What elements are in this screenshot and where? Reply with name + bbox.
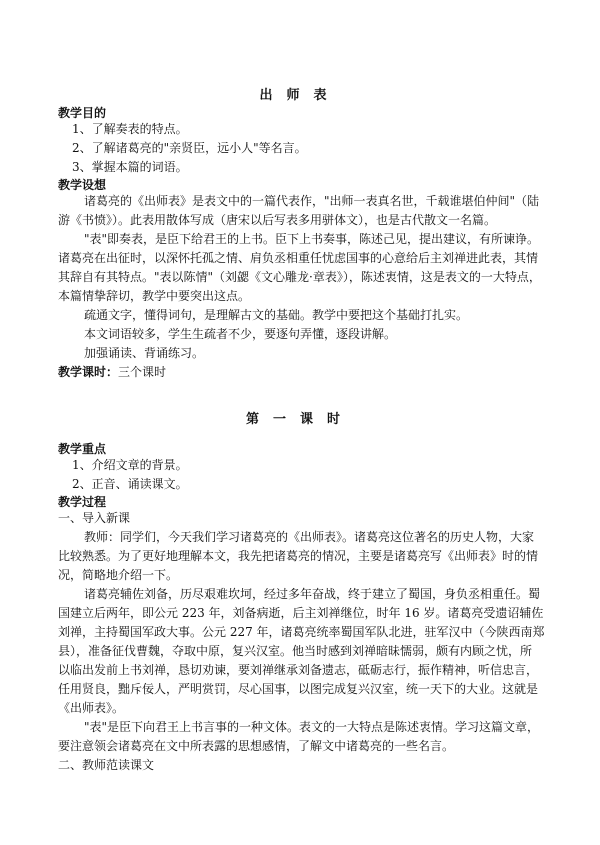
process-line: 县），准备征伐曹魏，夺取中原，复兴汉室。他当时感到刘禅暗昧懦弱，颇有内顾之忧，所 [58,644,533,658]
process-line: 教师：同学们，今天我们学习诸葛亮的《出师表》。诸葛亮这位著名的历史人物，大家 [84,530,535,544]
process-line: 任用贤良，黜斥佞人，严明赏罚，尽心国事，以图完成复兴汉室，统一天下的大业。这就是 [58,682,539,696]
teaching-hours [58,364,166,380]
process-line: 比较熟悉。为了更好地理解本文，我先把诸葛亮的情况，主要是诸葛亮写《出师表》时的情 [58,549,539,563]
key-point-item: 1、介绍文章的背景。 [72,458,188,472]
process-line: 要注意领会诸葛亮在文中所表露的思想感情，了解文中诸葛亮的一些名言。 [58,739,455,753]
process-line: 《出师表》。 [58,701,125,715]
objectives-heading: 教学目的 [58,106,107,120]
design-line: 疏通文字，懂得词句，是理解古文的基础。教学中要把这个基础打扎实。 [84,308,469,322]
document-title: 出师表 [259,88,341,103]
objective-item: 1、了解奏表的特点。 [72,122,188,136]
design-heading: 教学设想 [58,178,107,192]
design-line: 本篇情挚辞切，教学中要突出这点。 [58,289,251,303]
key-point-item: 2、正音、诵读课文。 [72,477,188,491]
process-section-2: 二、教师范读课文 [58,758,155,772]
process-line: 刘禅，主持蜀国军政大事。公元 227 年，诸葛亮统率蜀国军队北进，驻军汉中（今陕西南郑 [58,625,545,639]
teaching-hours-value: 三个课时 [118,365,167,379]
objective-item: 2、了解诸葛亮的"亲贤臣，远小人"等名言。 [72,141,307,155]
design-line: 诸葛亮的《出师表》是表文中的一篇代表作，"出师一表真名世，千载谁堪伯仲间"（陆 [84,194,540,208]
key-points-heading: 教学重点 [58,442,107,456]
process-line: "表"是臣下向君王上书言事的一种文体。表文的一大特点是陈述衷情。学习这篇文章， [84,720,540,734]
design-line: 本文词语较多，学生生疏者不少，要逐句弄懂，逐段讲解。 [84,327,397,341]
design-line: 加强诵读、背诵练习。 [84,346,205,360]
process-heading: 教学过程 [58,495,107,509]
lesson-title: 第一课时 [245,412,354,427]
design-line: 诸葛亮在出征时，以深怀托孤之情、肩负丞相重任忧虑国事的心意给后主刘禅进此表，其情 [58,251,539,265]
process-line: 以临出发前上书刘禅，恳切劝谏，要刘禅继承刘备遗志，砥砺志行，振作精神，听信忠言， [58,663,539,677]
objective-item: 3、掌握本篇的词语。 [72,160,188,174]
process-line: 诸葛亮辅佐刘备，历尽艰难坎坷，经过多年奋战，终于建立了蜀国，身负丞相重任。蜀 [84,587,541,601]
design-line: "表"即奏表，是臣下给君王的上书。臣下上书奏事，陈述己见，提出建议，有所谏诤。 [84,232,540,246]
teaching-hours-label: 教学课时： [58,365,119,379]
process-line: 况，简略地介绍一下。 [58,568,179,582]
design-line: 游《书愤》）。此表用散体写成（唐宋以后写表多用骈体文），也是古代散文一名篇。 [58,213,497,227]
design-line: 其辞自有其特点。"表以陈情"（刘勰《文心雕龙·章表》），陈述衷情，这是表文的一大特点， [58,270,541,284]
process-line: 国建立后两年，即公元 223 年，刘备病逝，后主刘禅继位，时年 16 岁。诸葛亮受遗诏辅佐 [58,606,544,620]
process-section-1: 一、导入新课 [58,511,131,525]
